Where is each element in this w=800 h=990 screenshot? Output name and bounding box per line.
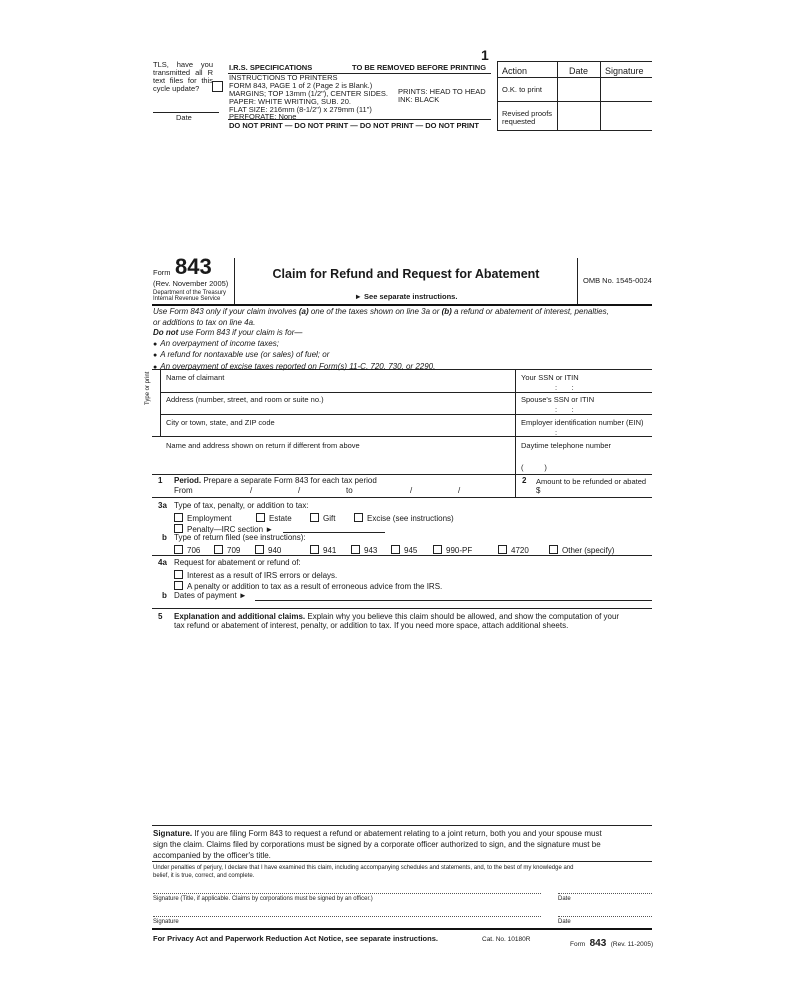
ein-separator: : xyxy=(555,428,558,437)
date-label-2: Date xyxy=(558,919,571,925)
intro-fragment: Use Form 843 only if your claim involves xyxy=(153,307,299,316)
privacy-notice: For Privacy Act and Paperwork Reduction Act Notice, see separate instructions. xyxy=(153,934,438,943)
footer-form-number: 843 xyxy=(589,938,607,949)
option-label: 940 xyxy=(268,546,282,555)
line3b-number: b xyxy=(162,533,167,542)
checkbox[interactable] xyxy=(256,513,265,522)
checkbox[interactable] xyxy=(174,570,183,579)
do-not-print: DO NOT PRINT — DO NOT PRINT — DO NOT PRINT — DO NOT PRINT xyxy=(229,121,479,130)
option-label: 943 xyxy=(364,546,378,555)
line4a-label: Request for abatement or refund of: xyxy=(174,558,301,567)
intro-fragment: one of the taxes shown on line 3a or xyxy=(308,307,442,316)
line2-label: Amount to be refunded or abated xyxy=(536,477,647,486)
line1-label xyxy=(174,477,377,486)
line3b-label: Type of return filed (see instructions): xyxy=(174,533,306,542)
action-table-rule xyxy=(600,61,601,130)
period-from-label: From xyxy=(174,486,193,495)
refund-amount-field[interactable]: $ xyxy=(536,486,541,495)
line4b-label: Dates of payment ► xyxy=(174,591,247,600)
option-label: Gift xyxy=(323,514,336,523)
spec-rule-bottom xyxy=(228,119,491,120)
signature-label: Signature xyxy=(153,919,179,925)
spec-line: INSTRUCTIONS TO PRINTERS xyxy=(229,73,338,82)
action-table-rule xyxy=(497,130,652,131)
period-slash: / xyxy=(410,486,413,495)
checkbox[interactable] xyxy=(354,513,363,522)
line4a-number: 4a xyxy=(158,558,167,567)
action-table-rule xyxy=(557,61,558,130)
spouse-ssn-separators: : : xyxy=(555,405,574,414)
date-field-2[interactable] xyxy=(558,916,652,917)
header-divider-right xyxy=(577,258,578,304)
field-rule xyxy=(160,392,652,393)
signature-fragment: If you are filing Form 843 to request a refund or abatement relating to a joint return, both you and your spouse must xyxy=(192,829,602,838)
option-gift[interactable] xyxy=(310,513,335,524)
ink-spec: INK: BLACK xyxy=(398,95,440,104)
form-title: Claim for Refund and Request for Abatement xyxy=(272,267,540,281)
perjury-line: belief, it is true, correct, and complete. xyxy=(153,873,255,879)
city-field[interactable]: City or town, state, and ZIP code xyxy=(166,418,275,427)
spec-line: PAPER: WHITE WRITING, SUB. 20. xyxy=(229,96,351,106)
option-label: Interest as a result of IRS errors or delays. xyxy=(187,571,338,580)
spec-line: PERFORATE: None xyxy=(229,112,297,122)
period-to-label: to xyxy=(346,486,353,495)
spec-line: FORM 843, PAGE 1 of 2 (Page 2 is Blank.) xyxy=(229,80,373,90)
date-field-1[interactable] xyxy=(558,893,652,894)
intro-bullet xyxy=(153,339,653,351)
intro-line xyxy=(153,307,653,318)
intro-line xyxy=(153,328,653,339)
option-label: Other (specify) xyxy=(562,546,615,555)
intro-line: or additions to tax on line 4a. xyxy=(153,317,256,327)
signature-row xyxy=(153,828,653,839)
catalog-number: Cat. No. 10180R xyxy=(482,936,531,943)
ein-field[interactable]: Employer identification number (EIN) xyxy=(521,418,644,427)
checkbox[interactable] xyxy=(351,545,360,554)
footer-form-label: Form xyxy=(570,941,586,948)
option-interest[interactable] xyxy=(174,570,337,581)
form-department: Department of the Treasury xyxy=(153,290,227,296)
checkbox[interactable] xyxy=(391,545,400,554)
checkbox[interactable] xyxy=(549,545,558,554)
form-label: Form xyxy=(153,268,171,277)
line-rule xyxy=(152,497,652,498)
header-rule xyxy=(152,304,652,306)
intro-bullet-text: A refund for nontaxable use (or sales) of fuel; or xyxy=(160,350,330,359)
line5-title: Explanation and additional claims. xyxy=(174,612,306,621)
checkbox[interactable] xyxy=(433,545,442,554)
prints-spec: PRINTS: HEAD TO HEAD xyxy=(398,87,486,96)
signature-title: Signature. xyxy=(153,829,193,838)
claimant-name-field[interactable]: Name of claimant xyxy=(166,373,225,382)
signature-rule-top xyxy=(152,825,652,826)
omb-number: OMB No. 1545-0024 xyxy=(583,276,652,285)
footer-rule xyxy=(152,928,652,930)
checkbox[interactable] xyxy=(498,545,507,554)
signature-row: accompanied by the officer's title. xyxy=(153,851,271,860)
header-divider-left xyxy=(234,258,235,304)
action-row-revised: Revised proofs requested xyxy=(502,109,553,126)
form-number: 843 xyxy=(175,254,212,279)
address-field[interactable]: Address (number, street, and room or suite no.) xyxy=(166,395,324,404)
period-slash: / xyxy=(298,486,301,495)
option-excise[interactable] xyxy=(354,513,454,524)
remove-notice: TO BE REMOVED BEFORE PRINTING xyxy=(352,63,487,72)
do-not-label: Do not xyxy=(153,328,179,337)
date-label-1: Date xyxy=(558,896,571,902)
field-rule xyxy=(152,436,652,437)
payment-dates-field[interactable] xyxy=(255,600,652,601)
spouse-signature-field[interactable] xyxy=(153,916,541,917)
intro-bullet-text: An overpayment of income taxes; xyxy=(160,338,279,348)
name-different-field[interactable]: Name and address shown on return if different from above xyxy=(166,441,360,450)
option-label: 945 xyxy=(404,546,418,555)
option-label: 941 xyxy=(323,546,337,555)
option-label: A penalty or addition to tax as a result of erroneous advice from the IRS. xyxy=(187,582,443,591)
option-label: 706 xyxy=(187,546,201,555)
intro-fragment: a refund or abatement of interest, penalties, xyxy=(451,307,609,316)
checkbox[interactable] xyxy=(174,524,183,533)
ssn-separators: : : xyxy=(555,383,574,392)
action-table-rule xyxy=(497,61,498,130)
line2-number: 2 xyxy=(522,476,527,485)
footer-form-id xyxy=(570,933,653,951)
explanation-area[interactable] xyxy=(174,636,652,822)
option-label: 990-PF xyxy=(446,546,473,555)
checkbox[interactable] xyxy=(174,513,183,522)
option-label: 709 xyxy=(227,546,241,555)
option-label: 4720 xyxy=(511,546,529,555)
tls-date-label: Date xyxy=(176,113,192,122)
form-agency: Internal Revenue Service xyxy=(153,296,221,302)
option-label: Penalty—IRC section ► xyxy=(187,525,274,534)
phone-area-code: ( ) xyxy=(521,463,547,472)
option-label: Estate xyxy=(269,514,292,523)
signature-instructions xyxy=(153,828,653,861)
intro-bullet xyxy=(153,362,653,374)
checkbox[interactable] xyxy=(310,545,319,554)
checkbox[interactable] xyxy=(174,581,183,590)
field-rule xyxy=(160,414,652,415)
spec-line: MARGINS; TOP 13mm (1/2"), CENTER SIDES. xyxy=(229,88,388,98)
page-number: 1 xyxy=(481,47,489,63)
line-rule xyxy=(152,608,652,609)
action-row-ok: O.K. to print xyxy=(502,85,543,94)
checkbox[interactable] xyxy=(174,545,183,554)
action-header-action: Action xyxy=(502,66,528,76)
action-table-rule xyxy=(497,101,652,102)
intro-fragment: (b) xyxy=(441,307,452,316)
intro-fragment: (a) xyxy=(298,307,309,316)
action-table-rule xyxy=(497,77,652,78)
checkbox[interactable] xyxy=(255,545,264,554)
checkbox[interactable] xyxy=(310,513,319,522)
fields-rule-top xyxy=(152,369,652,370)
intro-fragment: use Form 843 if your claim is for— xyxy=(178,328,303,337)
phone-field[interactable]: Daytime telephone number xyxy=(521,441,612,450)
line5-fragment: Explain why you believe this claim should be allowed, and show the computation of your xyxy=(305,612,620,621)
line1-number: 1 xyxy=(158,476,163,485)
field-rule xyxy=(152,474,652,475)
footer-revision: (Rev. 11-2005) xyxy=(610,941,654,948)
tls-note: TLS, have you transmitted all R text files for this cycle update? xyxy=(153,60,213,93)
option-estate[interactable] xyxy=(256,513,292,524)
line3a-number: 3a xyxy=(158,501,167,510)
action-header-signature: Signature xyxy=(605,66,644,76)
line-rule xyxy=(152,555,652,556)
line1-title: Period. xyxy=(174,476,202,485)
option-employment[interactable] xyxy=(174,513,231,524)
checkbox[interactable] xyxy=(214,545,223,554)
line5-row: tax refund or abatement of interest, penalty, or addition to tax. If you need more space, attach additional sheets. xyxy=(174,620,569,630)
option-label: Excise (see instructions) xyxy=(367,514,454,523)
intro-bullet xyxy=(153,350,653,362)
line3a-label: Type of tax, penalty, or addition to tax: xyxy=(174,501,309,510)
signature-row: sign the claim. Claims filed by corporations must be signed by a corporate officer authorized to sign, and the signature must be xyxy=(153,840,601,849)
officer-signature-label: Signature (Title, if applicable. Claims by corporations must be signed by an officer.) xyxy=(153,896,373,902)
spouse-ssn-field[interactable]: Spouse's SSN or ITIN xyxy=(521,395,595,404)
type-or-print-label: Type or print xyxy=(145,371,151,405)
side-label-divider xyxy=(160,369,161,436)
option-label: Employment xyxy=(187,514,232,523)
spec-title: I.R.S. SPECIFICATIONS xyxy=(229,63,313,72)
intro-bullet-text: An overpayment of excise taxes reported on Form(s) 11-C, 720, 730, or 2290. xyxy=(160,361,436,371)
spec-line: FLAT SIZE: 216mm (8-1/2") x 279mm (11") xyxy=(229,104,372,114)
period-slash: / xyxy=(250,486,253,495)
line2-divider xyxy=(515,474,516,497)
form-revision: (Rev. November 2005) xyxy=(153,279,229,288)
ssn-field[interactable]: Your SSN or ITIN xyxy=(521,373,579,382)
period-slash: / xyxy=(458,486,461,495)
line5-text xyxy=(174,613,654,631)
line1-text: Prepare a separate Form 843 for each tax period xyxy=(201,476,377,485)
line4b-number: b xyxy=(162,591,167,600)
line5-number: 5 xyxy=(158,612,163,621)
action-header-date: Date xyxy=(569,66,589,76)
tls-checkbox[interactable] xyxy=(212,81,223,92)
fields-divider xyxy=(515,369,516,474)
signature-rule xyxy=(152,861,652,862)
perjury-line: Under penalties of perjury, I declare that I have examined this claim, including accompanying schedules and statements, and, to the best of my knowledge and xyxy=(153,865,574,871)
intro-text xyxy=(153,307,653,373)
spec-lines xyxy=(229,74,388,121)
see-instructions: ► See separate instructions. xyxy=(354,292,458,301)
perjury-statement xyxy=(153,864,573,880)
officer-signature-field[interactable] xyxy=(153,893,541,894)
